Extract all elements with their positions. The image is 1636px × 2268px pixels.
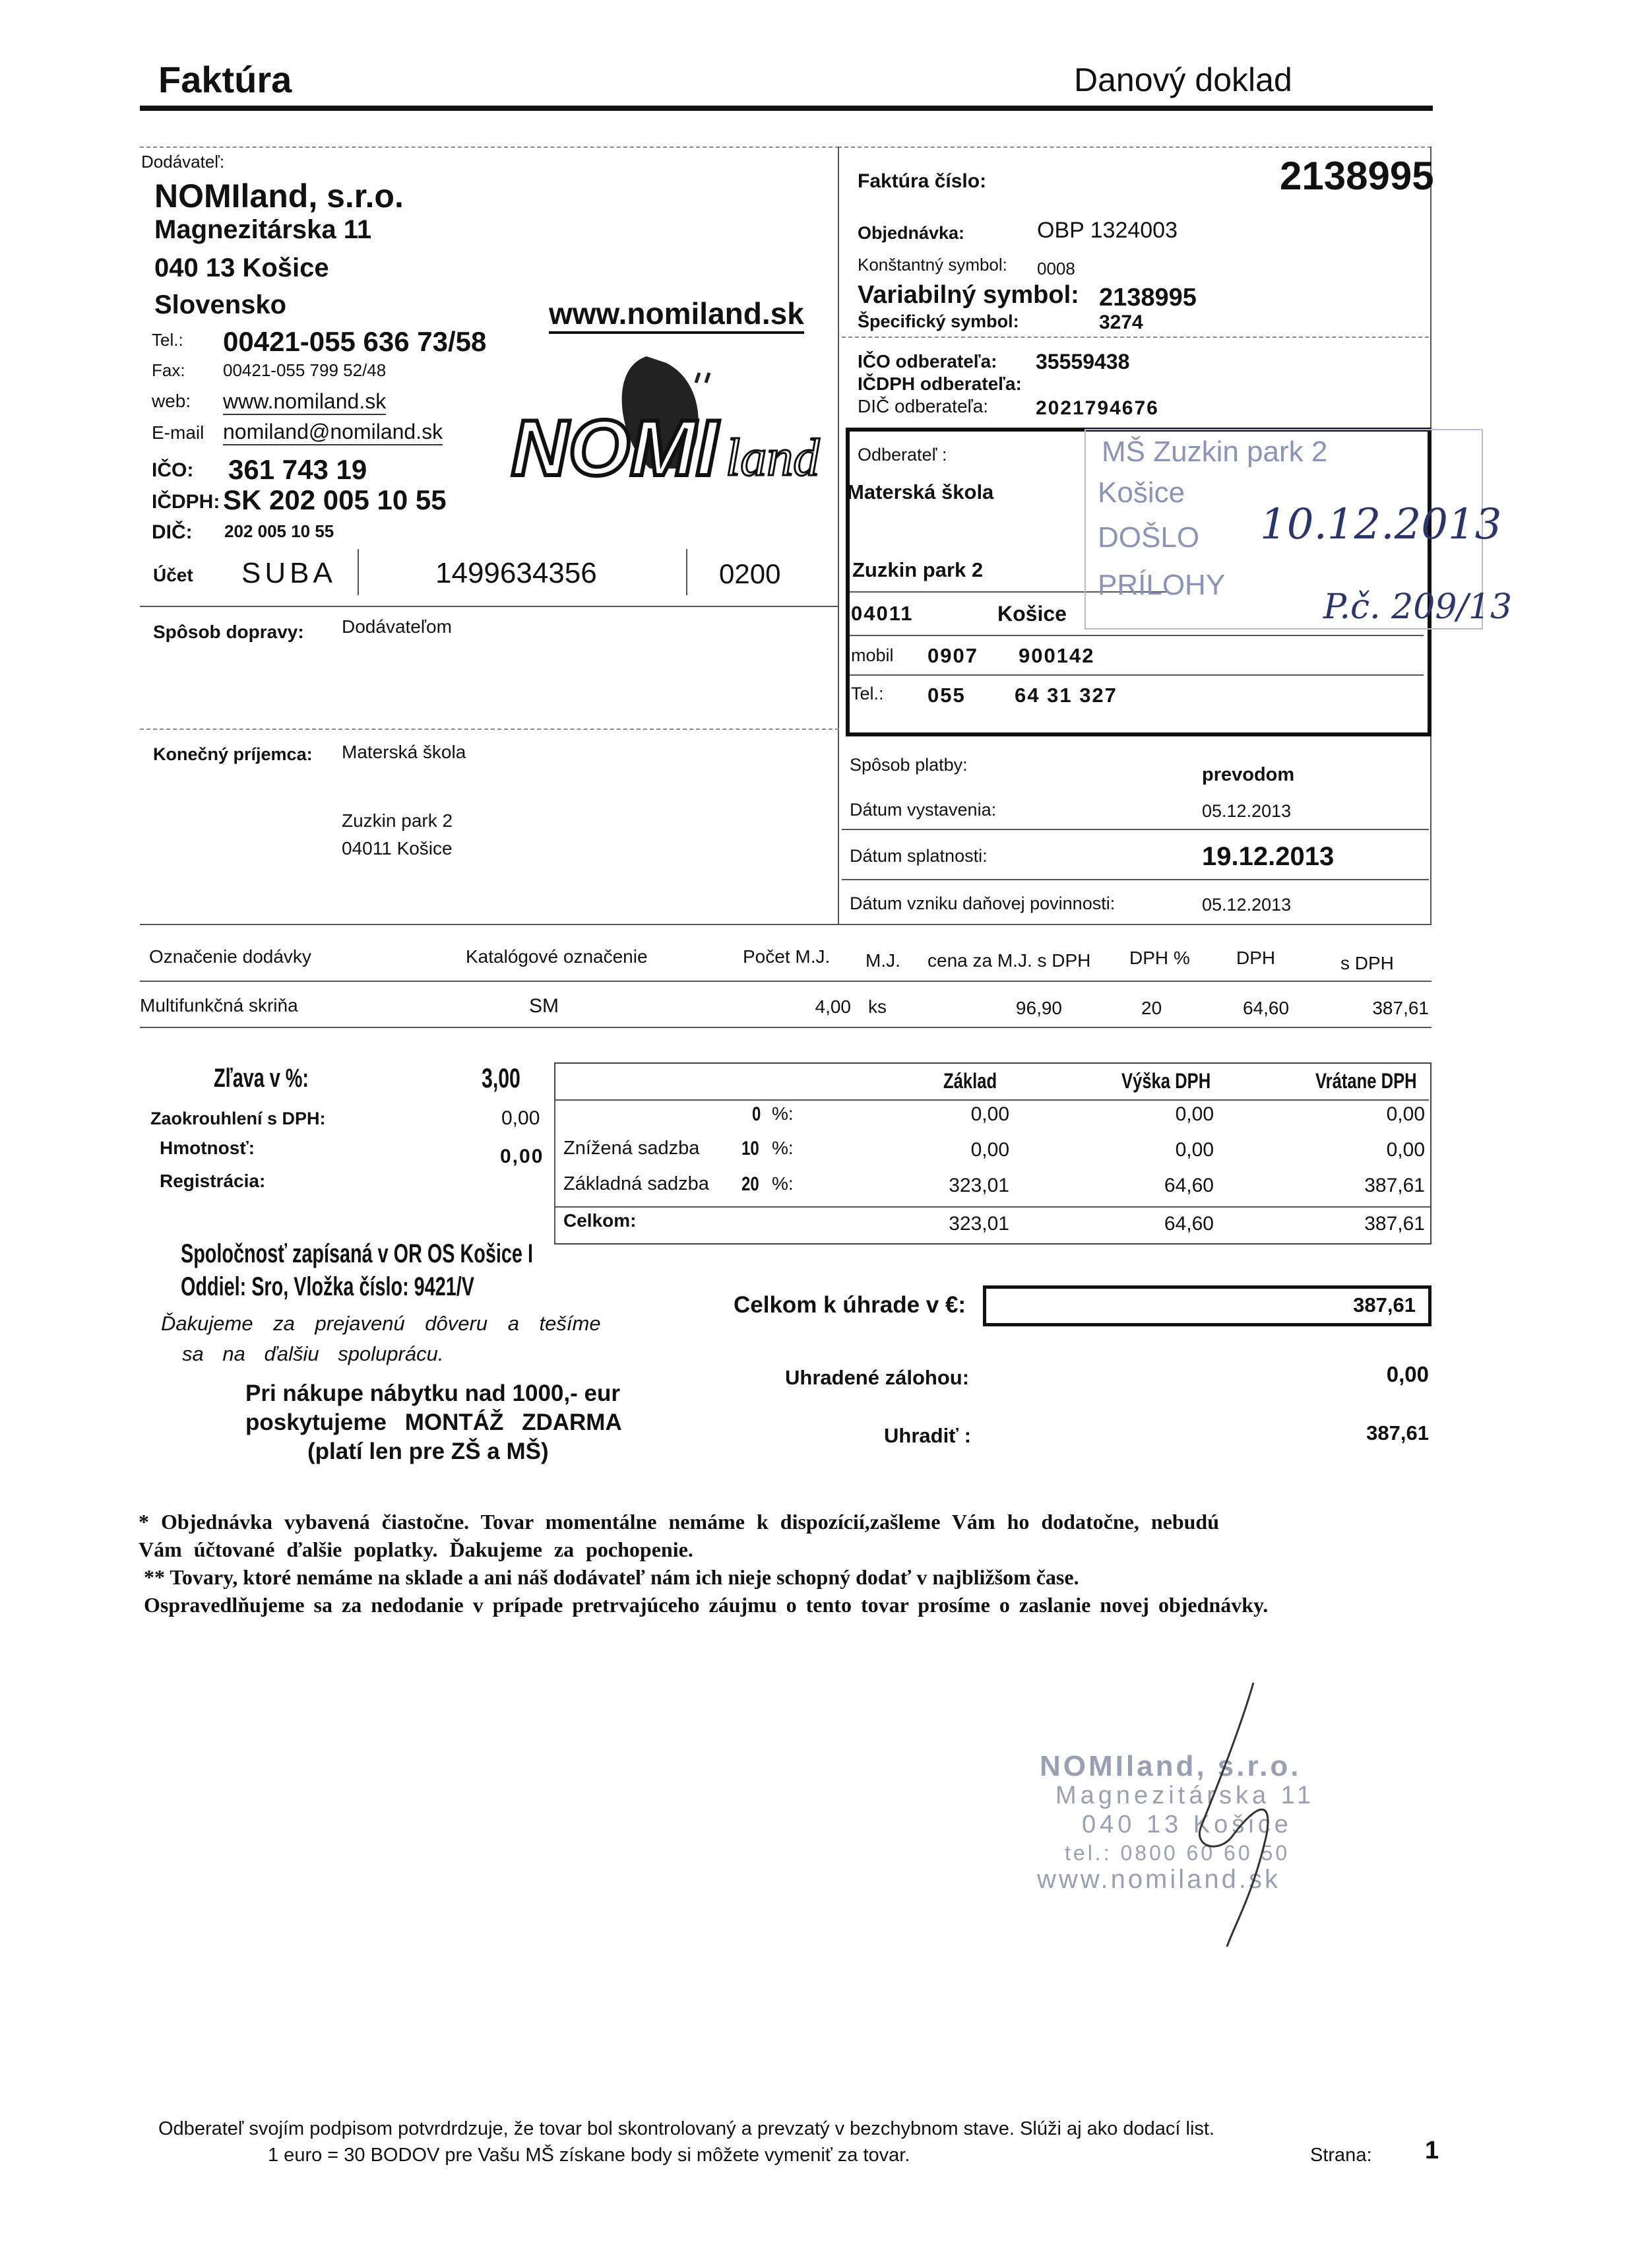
bank-code: 0200 (719, 558, 781, 589)
pay-value: 387,61 (1366, 1421, 1429, 1444)
supplier-name: NOMIland, s.r.o. (154, 178, 404, 214)
tax-date: 05.12.2013 (1202, 895, 1292, 915)
supplier-fax: 00421-055 799 52/48 (223, 360, 387, 380)
signature (1174, 1676, 1306, 1953)
recipient-street: Zuzkin park 2 (342, 810, 453, 831)
divider (358, 549, 359, 595)
spec-symbol-label: Špecifický symbol: (858, 311, 1019, 331)
vat-total-label: Celkom: (563, 1210, 637, 1231)
note-line-1: * Objednávka vybavená čiastočne. Tovar momentálne nemáme k dispozícií,zašleme Vám ho dodatočne, nebudú (139, 1510, 1220, 1534)
vat-total: 0,00 (1386, 1103, 1425, 1125)
invoice-title: Faktúra (158, 59, 292, 100)
tel-label: Tel.: (152, 330, 183, 350)
vat-base: 0,00 (970, 1103, 1009, 1125)
vat-header-base: Základ (943, 1069, 997, 1093)
web-label: web: (152, 391, 191, 411)
vat-label: Znížená sadzba (563, 1138, 700, 1159)
company-registration-2: Oddiel: Sro, Vložka číslo: 9421/V (181, 1272, 474, 1301)
footer-points-info: 1 euro = 30 BODOV pre Vašu MŠ získane body si môžete vymeniť za tovar. (268, 2145, 910, 2166)
order-label: Objednávka: (858, 223, 965, 243)
bank-name: SUBA (241, 557, 336, 589)
email-label: E-mail (152, 422, 204, 443)
divider (554, 1206, 1430, 1208)
fax-label: Fax: (152, 360, 185, 380)
divider (842, 337, 1429, 338)
rounding-value: 0,00 (501, 1107, 540, 1129)
customer-label: Odberateľ : (858, 445, 947, 465)
due-date: 19.12.2013 (1202, 842, 1335, 871)
var-symbol-label: Variabilný symbol: (858, 281, 1079, 309)
divider (850, 674, 1424, 676)
stamp-line-1: MŠ Zuzkin park 2 (1102, 436, 1328, 468)
supplier-street: Magnezitárska 11 (154, 215, 372, 244)
customer-tel-label: Tel.: (851, 684, 884, 703)
invoice-number: 2138995 (1280, 154, 1434, 198)
divider (838, 146, 1432, 148)
account-label: Účet (153, 565, 193, 585)
col-header-vat: DPH (1236, 948, 1276, 968)
issue-date-label: Dátum vystavenia: (850, 800, 997, 820)
vat-header-total: Vrátane DPH (1315, 1069, 1417, 1093)
vat-pct: %: (772, 1173, 794, 1194)
stamp-line-4: PRÍLOHY (1098, 569, 1226, 601)
vat-total-amount: 64,60 (1164, 1213, 1214, 1235)
supplier-dic: 202 005 10 55 (224, 521, 334, 541)
payment-method: prevodom (1202, 764, 1295, 785)
weight-label: Hmotnosť: (160, 1138, 255, 1158)
divider (140, 606, 839, 607)
const-symbol: 0008 (1037, 259, 1075, 278)
col-header-unit-price: cena za M.J. s DPH (928, 950, 1091, 971)
vat-total-total: 387,61 (1364, 1213, 1425, 1235)
vat-pct: %: (772, 1103, 794, 1124)
mobile-number: 900142 (1019, 644, 1095, 667)
advance-label: Uhradené zálohou: (785, 1366, 970, 1389)
document-type: Danový doklad (1074, 61, 1292, 98)
item-catalog: SM (529, 995, 559, 1017)
divider (838, 146, 839, 925)
buyer-dic: 2021794676 (1036, 397, 1159, 419)
vat-base: 0,00 (970, 1139, 1009, 1161)
supplier-country: Slovensko (154, 290, 287, 319)
divider (842, 829, 1429, 830)
divider (686, 549, 687, 595)
discount-value: 3,00 (482, 1062, 520, 1093)
note-line-4: Ospravedlňujeme sa za nedodanie v prípade pretrvajúceho záujmu o tento tovar prosíme o zaslanie novej objednávky. (144, 1593, 1269, 1617)
discount-label: Zľava v %: (214, 1064, 309, 1093)
col-header-quantity: Počet M.J. (743, 946, 831, 967)
supplier-phone: 00421-055 636 73/58 (223, 326, 487, 357)
ico-label: IČO: (152, 459, 194, 481)
stamp-line-2: Košice (1098, 476, 1185, 509)
supplier-icdph: SK 202 005 10 55 (223, 484, 447, 515)
promo-line-2: poskytujeme MONTÁŽ ZDARMA (245, 1409, 622, 1435)
col-header-item: Označenie dodávky (149, 946, 311, 967)
const-symbol-label: Konštantný symbol: (858, 255, 1007, 275)
vat-rate: 0 (752, 1103, 761, 1125)
svg-text:NOMI: NOMI (511, 404, 718, 492)
vat-amount: 0,00 (1175, 1103, 1214, 1125)
company-stamp-line-2: Magnezitárska 11 (1055, 1782, 1315, 1809)
vat-rate: 10 (741, 1138, 759, 1159)
buyer-ico: 35559438 (1036, 350, 1130, 373)
registration-label: Registrácia: (160, 1171, 266, 1191)
advance-value: 0,00 (1386, 1362, 1429, 1386)
vat-total-base: 323,01 (949, 1213, 1009, 1235)
stamp-date-handwritten: 10.12.2013 (1260, 500, 1502, 549)
payment-method-label: Spôsob platby: (850, 755, 968, 775)
thanks-line-2: sa na ďalšiu spoluprácu. (182, 1342, 444, 1365)
recipient-name: Materská škola (342, 742, 466, 762)
footer-statement: Odberateľ svojím podpisom potvrdrdzuje, že tovar bol skontrolovaný a prevzatý v bezchybnom stave. Slúži aj ako dodací list. (158, 2118, 1215, 2139)
mobile-label: mobil (851, 645, 894, 665)
promo-line-1: Pri nákupe nábytku nad 1000,- eur (245, 1380, 620, 1406)
divider (850, 635, 1424, 636)
customer-city: Košice (997, 602, 1067, 626)
invoice-number-label: Faktúra číslo: (858, 170, 987, 192)
total-due-label: Celkom k úhrade v €: (734, 1292, 966, 1318)
rounding-label: Zaokrouhlení s DPH: (150, 1109, 326, 1128)
item-total: 387,61 (1372, 998, 1429, 1018)
company-stamp-line-4: tel.: 0800 60 60 50 (1065, 1841, 1290, 1865)
item-name: Multifunkčná skriňa (140, 995, 298, 1016)
header-rule (140, 106, 1433, 111)
col-header-vat-rate: DPH % (1129, 948, 1190, 968)
divider (140, 1027, 1432, 1028)
page-label: Strana: (1310, 2145, 1372, 2166)
vat-pct: %: (772, 1138, 794, 1158)
issue-date: 05.12.2013 (1202, 801, 1292, 821)
recipient-city: 04011 Košice (342, 838, 453, 859)
divider (140, 981, 1432, 982)
divider (554, 1099, 1429, 1101)
customer-zip: 04011 (851, 602, 914, 625)
col-header-total: s DPH (1340, 953, 1394, 973)
note-line-2: Vám účtované ďalšie poplatky. Ďakujeme za pochopenie. (139, 1538, 693, 1561)
vat-amount: 64,60 (1164, 1175, 1214, 1196)
supplier-email-link[interactable]: nomiland@nomiland.sk (223, 420, 443, 445)
recipient-label: Konečný príjemca: (153, 744, 313, 764)
customer-street: Zuzkin park 2 (852, 558, 984, 581)
item-unit-price: 96,90 (1015, 998, 1062, 1018)
company-stamp-line-1: NOMIland, s.r.o. (1040, 1750, 1302, 1782)
item-vat-rate: 20 (1141, 998, 1162, 1018)
vat-rate: 20 (741, 1173, 759, 1195)
customer-tel-number: 64 31 327 (1015, 684, 1117, 707)
buyer-dic-label: DIČ odberateľa: (858, 396, 989, 416)
pay-label: Uhradiť : (884, 1424, 971, 1447)
item-unit: ks (868, 996, 887, 1017)
vat-header-amount: Výška DPH (1121, 1069, 1211, 1093)
supplier-web-link[interactable]: www.nomiland.sk (223, 389, 386, 415)
buyer-ico-label: IČO odberateľa: (858, 351, 997, 372)
customer-name: Materská škola (847, 480, 994, 503)
stamp-line-3: DOŠLO (1098, 521, 1200, 554)
order-number: OBP 1324003 (1037, 218, 1178, 243)
icdph-label: IČDPH: (152, 491, 220, 513)
company-stamp-line-3: 040 13 Košice (1082, 1811, 1292, 1838)
stamp-pc-handwritten: P.č. 209/13 (1323, 587, 1513, 627)
buyer-icdph-label: IČDPH odberateľa: (858, 373, 1022, 394)
company-stamp-line-5: www.nomiland.sk (1037, 1865, 1281, 1894)
vat-amount: 0,00 (1175, 1139, 1214, 1161)
due-date-label: Dátum splatnosti: (850, 846, 988, 866)
thanks-line-1: Ďakujeme za prejavenú dôveru a tešíme (161, 1312, 601, 1335)
total-due-value: 387,61 (1353, 1293, 1416, 1316)
weight-value: 0,00 (500, 1146, 544, 1167)
note-line-3: ** Tovary, ktoré nemáme na sklade a ani náš dodávateľ nám ich nieje schopný dodať v najbližšom čase. (144, 1565, 1079, 1589)
dic-label: DIČ: (152, 521, 193, 543)
divider (554, 1099, 555, 1242)
vat-total: 0,00 (1386, 1139, 1425, 1161)
item-vat: 64,60 (1243, 998, 1290, 1018)
supplier-city: 040 13 Košice (154, 253, 329, 282)
divider (140, 729, 839, 730)
vat-total: 387,61 (1364, 1175, 1425, 1196)
company-registration-1: Spoločnosť zapísaná v OR OS Košice I (181, 1239, 533, 1268)
col-header-catalog: Katalógové označenie (466, 946, 648, 967)
supplier-ico: 361 743 19 (228, 454, 367, 485)
page-number: 1 (1425, 2137, 1439, 2164)
col-header-unit: M.J. (865, 950, 900, 971)
customer-tel-prefix: 055 (928, 684, 966, 707)
vat-base: 323,01 (949, 1175, 1009, 1196)
mobile-prefix: 0907 (928, 644, 978, 667)
spec-symbol: 3274 (1099, 311, 1143, 333)
var-symbol: 2138995 (1099, 284, 1197, 311)
supplier-label: Dodávateľ: (141, 152, 225, 172)
website-banner: www.nomiland.sk (549, 296, 804, 334)
nomiland-logo (508, 343, 825, 521)
item-quantity: 4,00 (815, 996, 851, 1017)
svg-text:land: land (726, 429, 820, 487)
transport-label: Spôsob dopravy: (153, 622, 304, 642)
divider (842, 879, 1429, 880)
account-number: 1499634356 (435, 557, 597, 589)
divider (140, 924, 1432, 925)
promo-line-3: (platí len pre ZŠ a MŠ) (307, 1439, 549, 1464)
divider (140, 146, 839, 148)
tax-date-label: Dátum vzniku daňovej povinnosti: (850, 893, 1116, 913)
transport-value: Dodávateľom (342, 616, 452, 637)
vat-label: Základná sadzba (563, 1173, 709, 1194)
